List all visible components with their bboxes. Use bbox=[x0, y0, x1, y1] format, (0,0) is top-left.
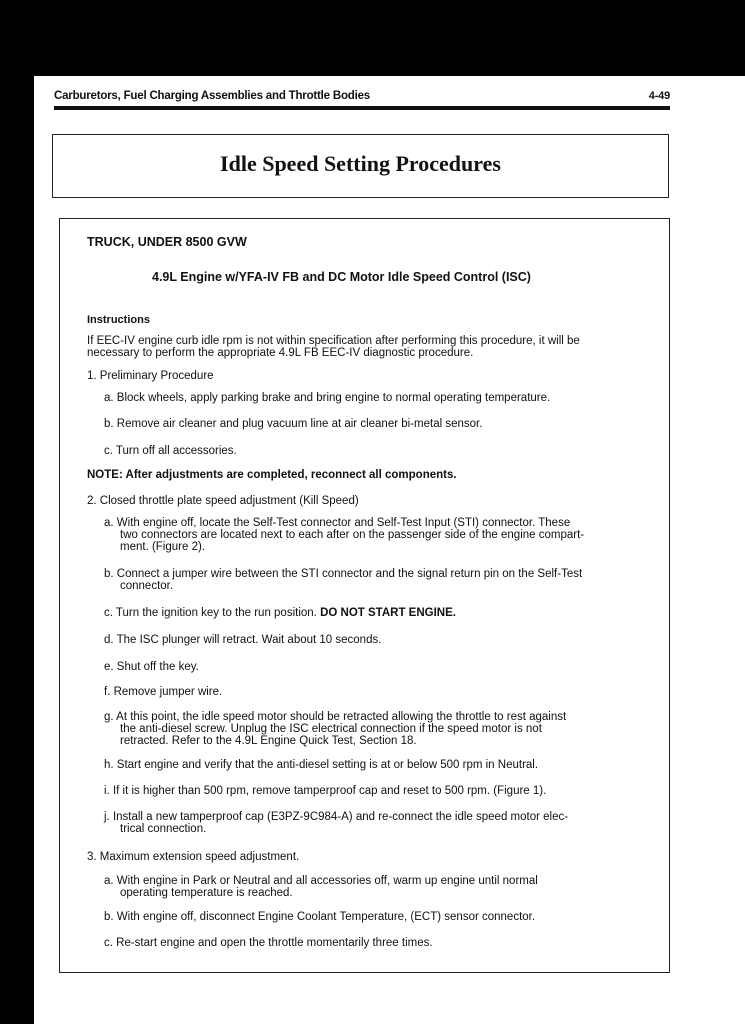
vehicle-heading: TRUCK, UNDER 8500 GVW bbox=[87, 235, 247, 249]
step-3b: b. With engine off, disconnect Engine Coolant Temperature, (ECT) sensor connector. bbox=[104, 911, 536, 923]
title-box bbox=[52, 134, 669, 198]
step-2-label: 2. Closed throttle plate speed adjustment (Kill Speed) bbox=[87, 495, 359, 507]
step-2a-line: ment. (Figure 2). bbox=[120, 541, 205, 553]
step-2g-line: the anti-diesel screw. Unplug the ISC electrical connection if the speed motor is not bbox=[120, 723, 542, 735]
step-3a-line: operating temperature is reached. bbox=[120, 887, 293, 899]
step-2i: i. If it is higher than 500 rpm, remove tamperproof cap and reset to 500 rpm. (Figure 1). bbox=[104, 785, 547, 797]
note: NOTE: After adjustments are completed, reconnect all components. bbox=[87, 469, 457, 481]
step-2c-text: c. Turn the ignition key to the run position. bbox=[104, 607, 321, 619]
step-2f: f. Remove jumper wire. bbox=[104, 686, 223, 698]
step-2d: d. The ISC plunger will retract. Wait about 10 seconds. bbox=[104, 634, 382, 646]
procedure-box bbox=[59, 218, 670, 973]
step-2a-line: two connectors are located next to each after on the passenger side of the engine compart- bbox=[120, 529, 585, 541]
page-title: Idle Speed Setting Procedures bbox=[220, 151, 501, 176]
section-subtitle: 4.9L Engine w/YFA-IV FB and DC Motor Idle Speed Control (ISC) bbox=[152, 270, 531, 284]
step-1a: a. Block wheels, apply parking brake and bring engine to normal operating temperature. bbox=[104, 392, 551, 404]
step-2e: e. Shut off the key. bbox=[104, 661, 199, 673]
step-1b: b. Remove air cleaner and plug vacuum line at air cleaner bi-metal sensor. bbox=[104, 418, 483, 430]
step-2j-line: trical connection. bbox=[120, 823, 207, 835]
page-sheet bbox=[34, 76, 745, 1024]
page-number: 4-49 bbox=[648, 90, 670, 102]
step-2a-line: a. With engine off, locate the Self-Test connector and Self-Test Input (STI) connector. These bbox=[104, 517, 571, 529]
step-2h: h. Start engine and verify that the anti-diesel setting is at or below 500 rpm in Neutral. bbox=[104, 759, 539, 771]
running-header bbox=[54, 90, 670, 102]
step-1c: c. Turn off all accessories. bbox=[104, 445, 237, 457]
instructions-heading: Instructions bbox=[87, 314, 150, 326]
step-2c bbox=[104, 607, 456, 620]
running-title: Carburetors, Fuel Charging Assemblies and Throttle Bodies bbox=[54, 90, 370, 102]
intro-line: If EEC-IV engine curb idle rpm is not within specification after performing this procedure, it will be bbox=[87, 335, 580, 347]
do-not-start-warning: DO NOT START ENGINE. bbox=[320, 607, 456, 619]
step-2g-line: g. At this point, the idle speed motor should be retracted allowing the throttle to rest against bbox=[104, 711, 567, 723]
step-2j-line: j. Install a new tamperproof cap (E3PZ-9C984-A) and re-connect the idle speed motor elec- bbox=[104, 811, 569, 823]
step-3-label: 3. Maximum extension speed adjustment. bbox=[87, 851, 300, 863]
step-2g-line: retracted. Refer to the 4.9L Engine Quick Test, Section 18. bbox=[120, 735, 417, 747]
step-3c: c. Re-start engine and open the throttle momentarily three times. bbox=[104, 937, 433, 949]
intro-line: necessary to perform the appropriate 4.9L FB EEC-IV diagnostic procedure. bbox=[87, 347, 474, 359]
step-1-label: 1. Preliminary Procedure bbox=[87, 370, 214, 382]
step-2b-line: b. Connect a jumper wire between the STI connector and the signal return pin on the Self-Test bbox=[104, 568, 583, 580]
step-2b-line: connector. bbox=[120, 580, 174, 592]
step-3a-line: a. With engine in Park or Neutral and all accessories off, warm up engine until normal bbox=[104, 875, 538, 887]
header-rule bbox=[54, 106, 670, 110]
